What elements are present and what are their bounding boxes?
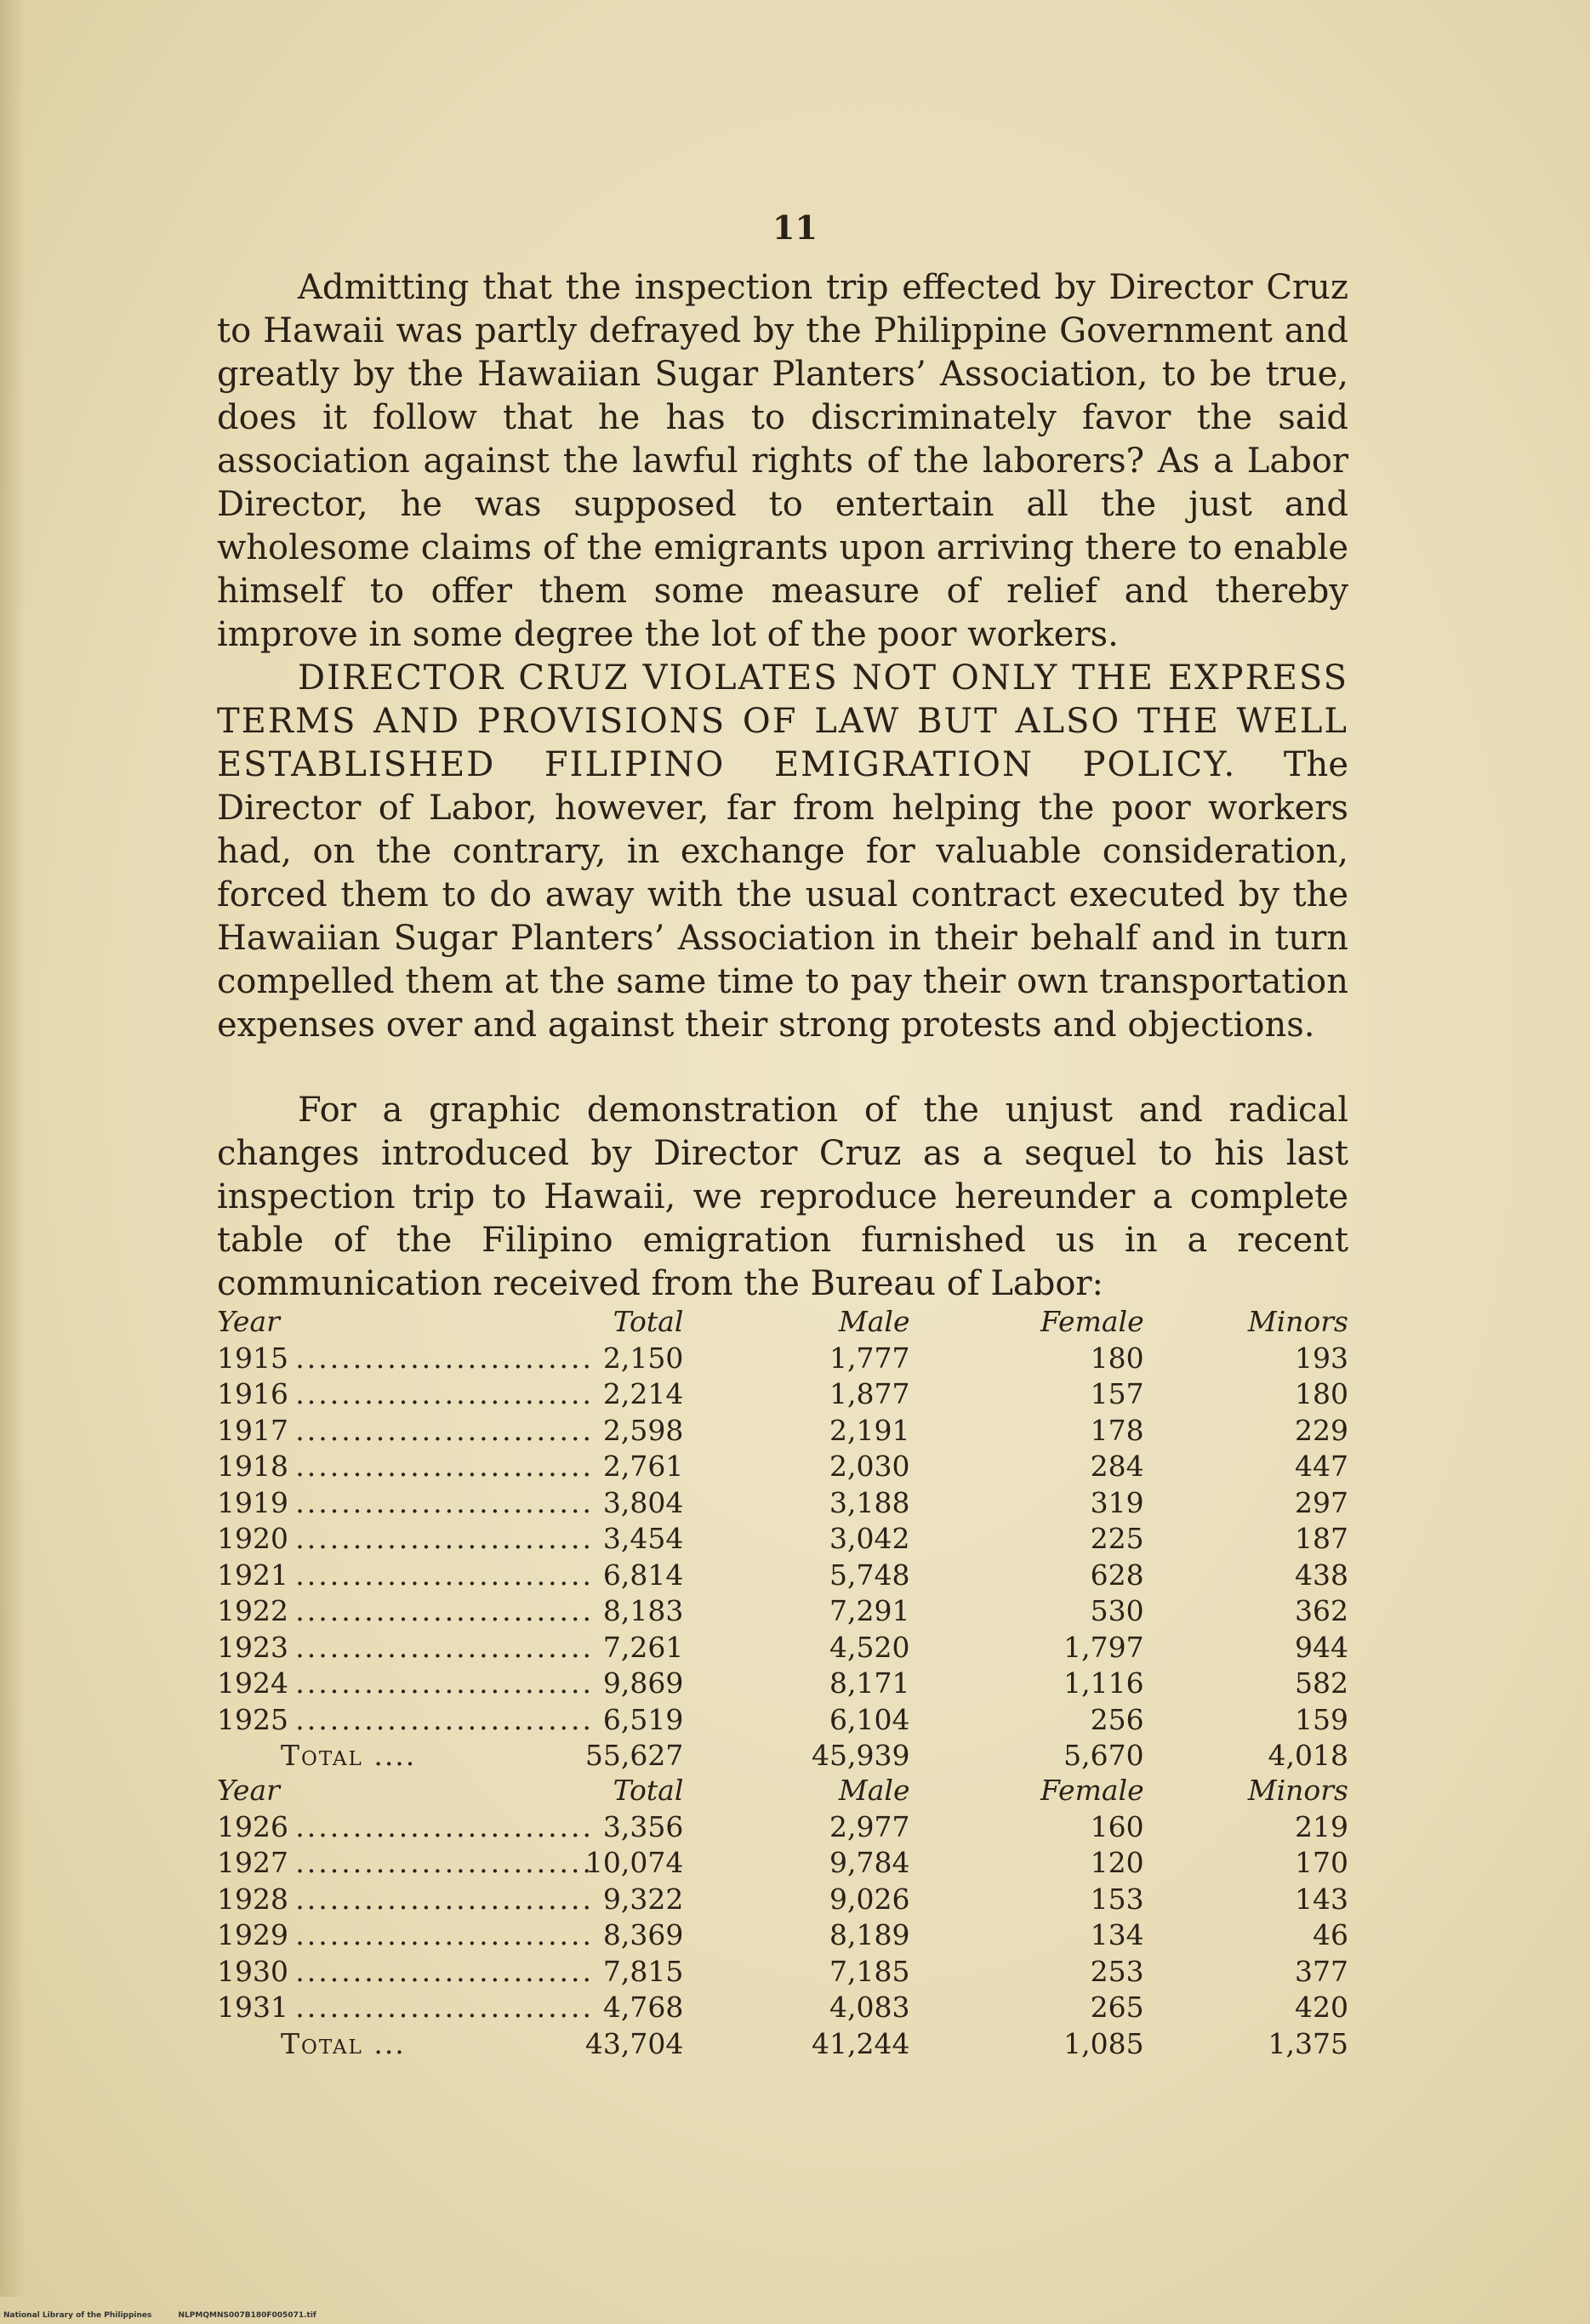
cell-male: 9,026 bbox=[829, 1882, 910, 1916]
header-female: Female bbox=[1040, 1305, 1144, 1338]
table-header-row bbox=[217, 1304, 1348, 1341]
cell-year: 1922 bbox=[217, 1594, 288, 1627]
cell-year: 1924 bbox=[217, 1666, 288, 1700]
cell-total: 3,804 bbox=[602, 1485, 684, 1519]
page-edge-shadow bbox=[0, 0, 26, 2297]
table-total-row bbox=[217, 1738, 1348, 1774]
cell-year: 1929 bbox=[217, 1918, 288, 1951]
cell-male: 2,191 bbox=[829, 1413, 910, 1447]
total-male: 45,939 bbox=[812, 1739, 910, 1772]
cell-total: 8,183 bbox=[602, 1594, 684, 1627]
total-label: Total ... bbox=[281, 2026, 406, 2060]
total-label: Total .... bbox=[281, 1739, 417, 1772]
cell-year: 1919 bbox=[217, 1485, 288, 1519]
paragraph-director-cruz-violates bbox=[217, 657, 1348, 1047]
leader-dots: .......................... bbox=[295, 1485, 595, 1519]
total-total: 43,704 bbox=[584, 2026, 684, 2060]
cell-year: 1917 bbox=[217, 1413, 288, 1447]
table-row bbox=[217, 1990, 1348, 2026]
cell-female: 1,797 bbox=[1063, 1630, 1144, 1664]
cell-minors: 170 bbox=[1295, 1846, 1348, 1879]
emigration-table-1915-1925 bbox=[217, 1304, 1348, 1774]
total-male: 41,244 bbox=[812, 2026, 910, 2060]
cell-minors: 229 bbox=[1295, 1413, 1348, 1447]
cell-minors: 447 bbox=[1295, 1450, 1348, 1483]
table-row bbox=[217, 1954, 1348, 1991]
table-body bbox=[217, 1341, 1348, 1774]
cell-year: 1926 bbox=[217, 1809, 288, 1843]
section-heading-caps: DIRECTOR CRUZ VIOLATES NOT ONLY THE EXPRESS TERMS AND PROVISIONS OF LAW BUT ALSO THE WELL ESTABLISHED FILIPINO EMIGRATION POLICY. bbox=[217, 658, 1348, 784]
cell-minors: 420 bbox=[1295, 1991, 1348, 2024]
table-body bbox=[217, 1809, 1348, 2063]
leader-dots: .......................... bbox=[295, 1341, 595, 1375]
cell-male: 2,030 bbox=[829, 1450, 910, 1483]
leader-dots: .......................... bbox=[295, 1377, 595, 1410]
header-total: Total bbox=[613, 1305, 684, 1338]
cell-year: 1921 bbox=[217, 1558, 288, 1592]
table-header-row bbox=[217, 1773, 1348, 1809]
header-year: Year bbox=[217, 1305, 280, 1338]
table-row bbox=[217, 1558, 1348, 1594]
cell-female: 178 bbox=[1090, 1413, 1144, 1447]
cell-year: 1916 bbox=[217, 1377, 288, 1410]
leader-dots: .......................... bbox=[295, 1413, 595, 1447]
cell-minors: 46 bbox=[1313, 1918, 1348, 1951]
table-row bbox=[217, 1521, 1348, 1558]
leader-dots: .......................... bbox=[295, 1702, 595, 1736]
cell-male: 4,520 bbox=[829, 1630, 910, 1664]
cell-total: 10,074 bbox=[584, 1846, 684, 1879]
cell-female: 265 bbox=[1090, 1991, 1144, 2024]
cell-minors: 143 bbox=[1295, 1882, 1348, 1916]
cell-female: 256 bbox=[1090, 1702, 1144, 1736]
cell-total: 6,519 bbox=[602, 1702, 684, 1736]
table-row bbox=[217, 1702, 1348, 1739]
total-minors: 4,018 bbox=[1268, 1739, 1348, 1772]
cell-minors: 582 bbox=[1295, 1666, 1348, 1700]
table-row bbox=[217, 1376, 1348, 1413]
cell-total: 2,761 bbox=[602, 1450, 684, 1483]
cell-total: 3,356 bbox=[602, 1809, 684, 1843]
cell-year: 1931 bbox=[217, 1991, 288, 2024]
total-total: 55,627 bbox=[584, 1739, 684, 1772]
cell-female: 225 bbox=[1090, 1522, 1144, 1555]
footer-filename: NLPMQMNS007B180F005071.tif bbox=[178, 2311, 316, 2320]
cell-female: 253 bbox=[1090, 1954, 1144, 1988]
leader-dots: .......................... bbox=[295, 1954, 595, 1988]
cell-female: 180 bbox=[1090, 1341, 1144, 1375]
cell-female: 284 bbox=[1090, 1450, 1144, 1483]
cell-female: 530 bbox=[1090, 1594, 1144, 1627]
table-row bbox=[217, 1413, 1348, 1450]
cell-year: 1925 bbox=[217, 1702, 288, 1736]
cell-minors: 377 bbox=[1295, 1954, 1348, 1988]
cell-male: 1,777 bbox=[829, 1341, 910, 1375]
cell-total: 6,814 bbox=[602, 1558, 684, 1592]
cell-year: 1918 bbox=[217, 1450, 288, 1483]
cell-female: 134 bbox=[1090, 1918, 1144, 1951]
cell-male: 8,171 bbox=[829, 1666, 910, 1700]
header-male: Male bbox=[838, 1774, 910, 1807]
cell-total: 2,150 bbox=[602, 1341, 684, 1375]
scan-footer bbox=[3, 2311, 340, 2320]
cell-minors: 362 bbox=[1295, 1594, 1348, 1627]
cell-minors: 159 bbox=[1295, 1702, 1348, 1736]
emigration-table-1926-1931 bbox=[217, 1773, 1348, 2062]
table-row bbox=[217, 1341, 1348, 1377]
cell-female: 319 bbox=[1090, 1485, 1144, 1519]
table-row bbox=[217, 1449, 1348, 1485]
cell-female: 120 bbox=[1090, 1846, 1144, 1879]
leader-dots: .......................... bbox=[295, 1918, 595, 1951]
table-total-row bbox=[217, 2026, 1348, 2063]
cell-total: 7,261 bbox=[602, 1630, 684, 1664]
paragraph-admitting: Admitting that the inspection trip effected by Director Cruz to Hawaii was partly defrayed by the Philippine Government and greatly by the Hawaiian Sugar Planters’ Association, to be true, does it follow that he has to discriminately favor the said association against the lawful rights of the laborers? As a Labor Director, he was supposed to entertain all the just and wholesome claims of the emigrants upon arriving there to enable himself to offer them some measure of relief and thereby improve in some degree the lot of the poor workers. bbox=[217, 268, 1348, 654]
cell-year: 1927 bbox=[217, 1846, 288, 1879]
cell-minors: 180 bbox=[1295, 1377, 1348, 1410]
cell-total: 2,598 bbox=[602, 1413, 684, 1447]
leader-dots: .......................... bbox=[295, 1630, 595, 1664]
header-total: Total bbox=[613, 1774, 684, 1807]
cell-minors: 219 bbox=[1295, 1809, 1348, 1843]
cell-female: 157 bbox=[1090, 1377, 1144, 1410]
cell-total: 2,214 bbox=[602, 1377, 684, 1410]
leader-dots: .......................... bbox=[295, 1809, 595, 1843]
cell-total: 3,454 bbox=[602, 1522, 684, 1555]
cell-year: 1928 bbox=[217, 1882, 288, 1916]
cell-male: 5,748 bbox=[829, 1558, 910, 1592]
cell-male: 3,042 bbox=[829, 1522, 910, 1555]
cell-minors: 438 bbox=[1295, 1558, 1348, 1592]
total-female: 1,085 bbox=[1063, 2026, 1144, 2060]
cell-minors: 944 bbox=[1295, 1630, 1348, 1664]
cell-male: 2,977 bbox=[829, 1809, 910, 1843]
total-female: 5,670 bbox=[1063, 1739, 1144, 1772]
leader-dots: .......................... bbox=[295, 1594, 595, 1627]
cell-male: 3,188 bbox=[829, 1485, 910, 1519]
table-row bbox=[217, 1666, 1348, 1702]
paragraph-graphic-demonstration: For a graphic demonstration of the unjust and radical changes introduced by Director Cruz as a sequel to his last inspection trip to Hawaii, we reproduce hereunder a complete table of the Filipino emigration furnished us in a recent communication received from the Bureau of Labor: bbox=[217, 1091, 1348, 1303]
cell-minors: 193 bbox=[1295, 1341, 1348, 1375]
cell-male: 9,784 bbox=[829, 1846, 910, 1879]
cell-year: 1920 bbox=[217, 1522, 288, 1555]
header-female: Female bbox=[1040, 1774, 1144, 1807]
cell-minors: 297 bbox=[1295, 1485, 1348, 1519]
cell-male: 1,877 bbox=[829, 1377, 910, 1410]
cell-minors: 187 bbox=[1295, 1522, 1348, 1555]
footer-library: National Library of the Philippines bbox=[3, 2311, 152, 2320]
table-row bbox=[217, 1809, 1348, 1846]
cell-male: 6,104 bbox=[829, 1702, 910, 1736]
cell-male: 8,189 bbox=[829, 1918, 910, 1951]
leader-dots: .......................... bbox=[295, 1558, 595, 1592]
table-row bbox=[217, 1882, 1348, 1918]
cell-total: 7,815 bbox=[602, 1954, 684, 1988]
header-male: Male bbox=[838, 1305, 910, 1338]
cell-year: 1915 bbox=[217, 1341, 288, 1375]
total-minors: 1,375 bbox=[1268, 2026, 1348, 2060]
cell-male: 7,185 bbox=[829, 1954, 910, 1988]
leader-dots: .......................... bbox=[295, 1666, 595, 1700]
cell-total: 4,768 bbox=[602, 1991, 684, 2024]
leader-dots: .......................... bbox=[295, 1450, 595, 1483]
cell-male: 4,083 bbox=[829, 1991, 910, 2024]
page-number: 11 bbox=[772, 208, 818, 247]
cell-female: 153 bbox=[1090, 1882, 1144, 1916]
table-row bbox=[217, 1593, 1348, 1630]
header-year: Year bbox=[217, 1774, 280, 1807]
leader-dots: .......................... bbox=[295, 1991, 595, 2024]
cell-female: 1,116 bbox=[1063, 1666, 1144, 1700]
cell-male: 7,291 bbox=[829, 1594, 910, 1627]
paragraph-body: The Director of Labor, however, far from helping the poor workers had, on the contrary, in exchange for valuable consideration, forced them to do away with the usual contract executed by the Hawaiian Sugar Planters’ Association in their behalf and in turn compelled them at the same time to pay their own transportation expenses over and against their strong protests and objections. bbox=[217, 745, 1348, 1045]
cell-year: 1923 bbox=[217, 1630, 288, 1664]
cell-female: 160 bbox=[1090, 1809, 1144, 1843]
leader-dots: .......................... bbox=[295, 1882, 595, 1916]
header-minors: Minors bbox=[1247, 1305, 1348, 1338]
table-row bbox=[217, 1485, 1348, 1522]
cell-total: 9,322 bbox=[602, 1882, 684, 1916]
table-row bbox=[217, 1630, 1348, 1666]
table-row bbox=[217, 1917, 1348, 1954]
header-minors: Minors bbox=[1247, 1774, 1348, 1807]
cell-year: 1930 bbox=[217, 1954, 288, 1988]
leader-dots: .......................... bbox=[295, 1846, 595, 1879]
leader-dots: .......................... bbox=[295, 1522, 595, 1555]
table-row bbox=[217, 1845, 1348, 1882]
cell-female: 628 bbox=[1090, 1558, 1144, 1592]
cell-total: 9,869 bbox=[602, 1666, 684, 1700]
cell-total: 8,369 bbox=[602, 1918, 684, 1951]
